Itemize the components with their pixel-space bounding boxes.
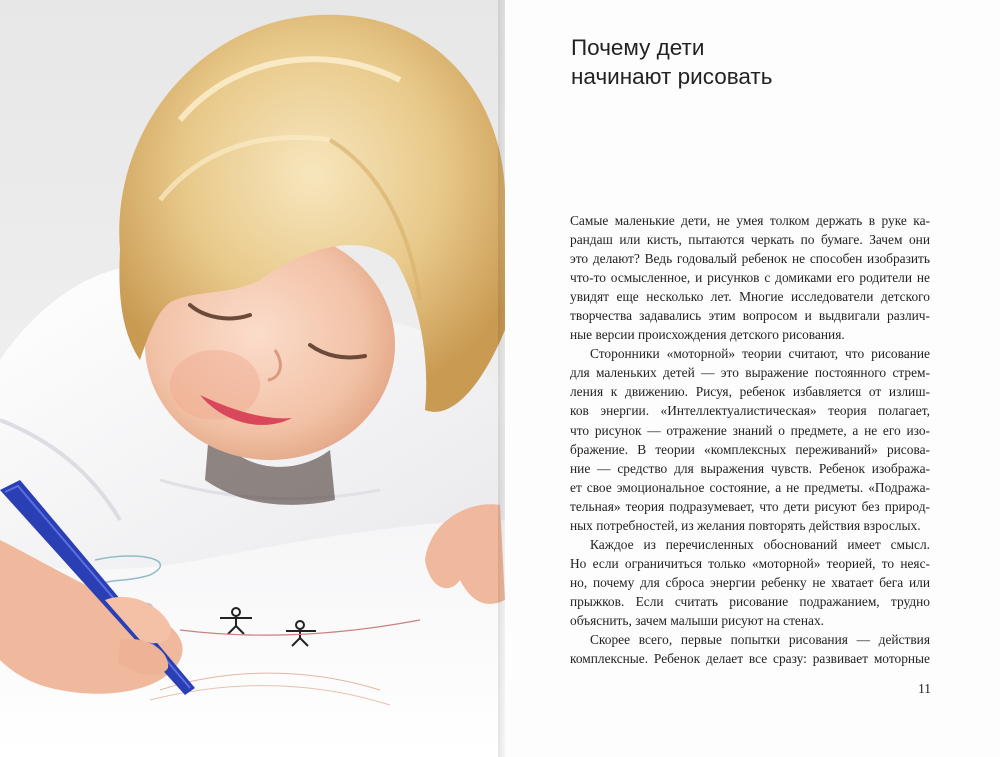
text-line: прыжков. Если считать рисование подражанием, трудно xyxy=(570,593,930,609)
text-line: ных потребностей, из желания повторять действия взрослых. xyxy=(570,517,921,533)
text-page xyxy=(505,0,1000,757)
text-line: Сторонники «моторной» теории считают, что рисование xyxy=(590,346,930,362)
chapter-title-line-1: Почему дети xyxy=(571,35,705,60)
text-line: это делают? Ведь годовалый ребенок не способен изобразить xyxy=(570,251,930,267)
text-line: Но если ограничиться только «моторной» теорией, то неяс- xyxy=(570,555,930,571)
text-line: что-то осмысленное, и рисунков с домиками его родители не xyxy=(570,270,930,286)
text-line: Самые маленькие дети, не умея толком держать в руке ка- xyxy=(570,213,930,228)
paragraph-2 xyxy=(570,344,930,534)
text-line: ние — средство для выражения чувств. Ребенок изобража- xyxy=(570,460,930,476)
text-line: ет свое эмоциональное состояние, а не предметы. «Подража- xyxy=(570,479,930,495)
text-line: Каждое из перечисленных обоснований имеет смысл. xyxy=(590,536,930,552)
body-text xyxy=(570,211,930,668)
text-line: бражение. В теории «комплексных переживаний» рисова- xyxy=(570,441,930,457)
page-number: 11 xyxy=(918,681,931,696)
paragraph-1 xyxy=(570,211,930,344)
text-line: ления к движению. Рисуя, ребенок избавляется от излиш- xyxy=(570,384,930,400)
chapter-title-line-2: начинают рисовать xyxy=(571,64,773,89)
text-line: увидят еще несколько лет. Многие исследователи детского xyxy=(570,289,930,305)
text-line: для маленьких детей — это выражение постоянного стрем- xyxy=(570,365,930,381)
text-line: что рисунок — отражение знаний о предмете, а не его изо- xyxy=(570,422,930,438)
chapter-title xyxy=(571,33,772,91)
text-line: творчества задавались этим вопросом и выдвигали различ- xyxy=(570,308,930,324)
paragraph-4 xyxy=(570,630,930,668)
text-line: но, почему для сброса энергии ребенку не хватает бега или xyxy=(570,574,930,590)
paragraph-3 xyxy=(570,535,930,630)
text-line: ков энергии. «Интеллектуалистическая» теория полагает, xyxy=(570,403,930,419)
text-line: тельная» теория подразумевает, что дети рисуют без природ- xyxy=(570,498,930,514)
text-line: объяснить, зачем малыши рисуют на стенах. xyxy=(570,612,825,628)
text-line: ные версии происхождения детского рисования. xyxy=(570,327,845,343)
text-line: комплексные. Ребенок делает все сразу: развивает моторные xyxy=(570,651,930,667)
text-line: рандаш или кисть, пытаются черкать по бумаге. Зачем они xyxy=(570,232,930,248)
text-line: Скорее всего, первые попытки рисования — действия xyxy=(590,632,930,648)
